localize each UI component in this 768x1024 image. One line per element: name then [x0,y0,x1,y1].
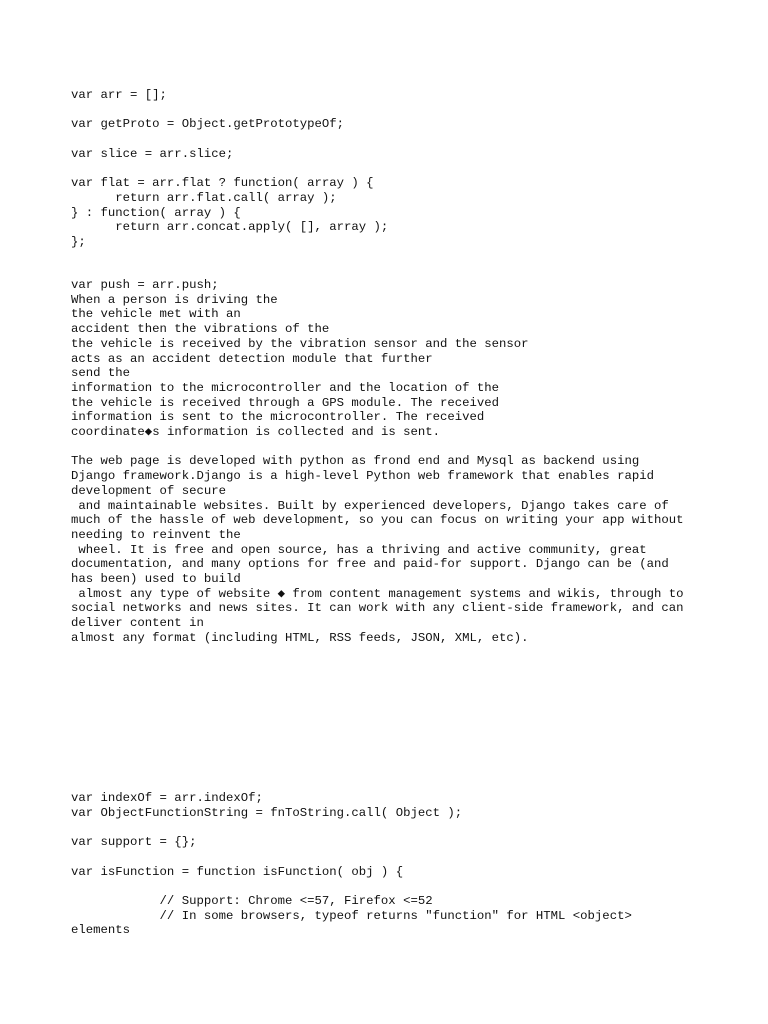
text-block-description: var push = arr.push; When a person is driving the the vehicle met with an accident then the vibrations of the the vehicle is received by the vibration sensor and the sensor acts as an accident detection module that further send the information to the microcontroller and the location of the the vehicle is received through a GPS module. The received information is sent to the microcontroller. The received coordinate◆s information is collected and is sent. The web page is developed with python as frond end and Mysql as backend using Django framework.Django is a high-level Python web framework that enables rapid development of secure and maintainable websites. Built by experienced developers, Django takes care of much of the hassle of web development, so you can focus on writing your app without needing to reinvent the wheel. It is free and open source, has a thriving and active community, great documentation, and many options for free and paid-for support. Django can be (and has been) used to build almost any type of website ◆ from content management systems and wikis, through to social networks and news sites. It can work with any client-side framework, and can deliver content in almost any format (including HTML, RSS feeds, JSON, XML, etc). [71,278,684,645]
code-block-functions: var indexOf = arr.indexOf; var ObjectFunctionString = fnToString.call( Object ); var support = {}; var isFunction = function isFunction( obj ) { // Support: Chrome <=57, Firefox <=52 // In some browsers, typeof returns "function" for HTML <object> elements [71,791,632,938]
code-block-declarations: var arr = []; var getProto = Object.getPrototypeOf; var slice = arr.slice; var flat = arr.flat ? function( array ) { return arr.flat.call( array ); } : function( array ) { return arr.concat.apply( [], array ); }; [71,88,389,250]
